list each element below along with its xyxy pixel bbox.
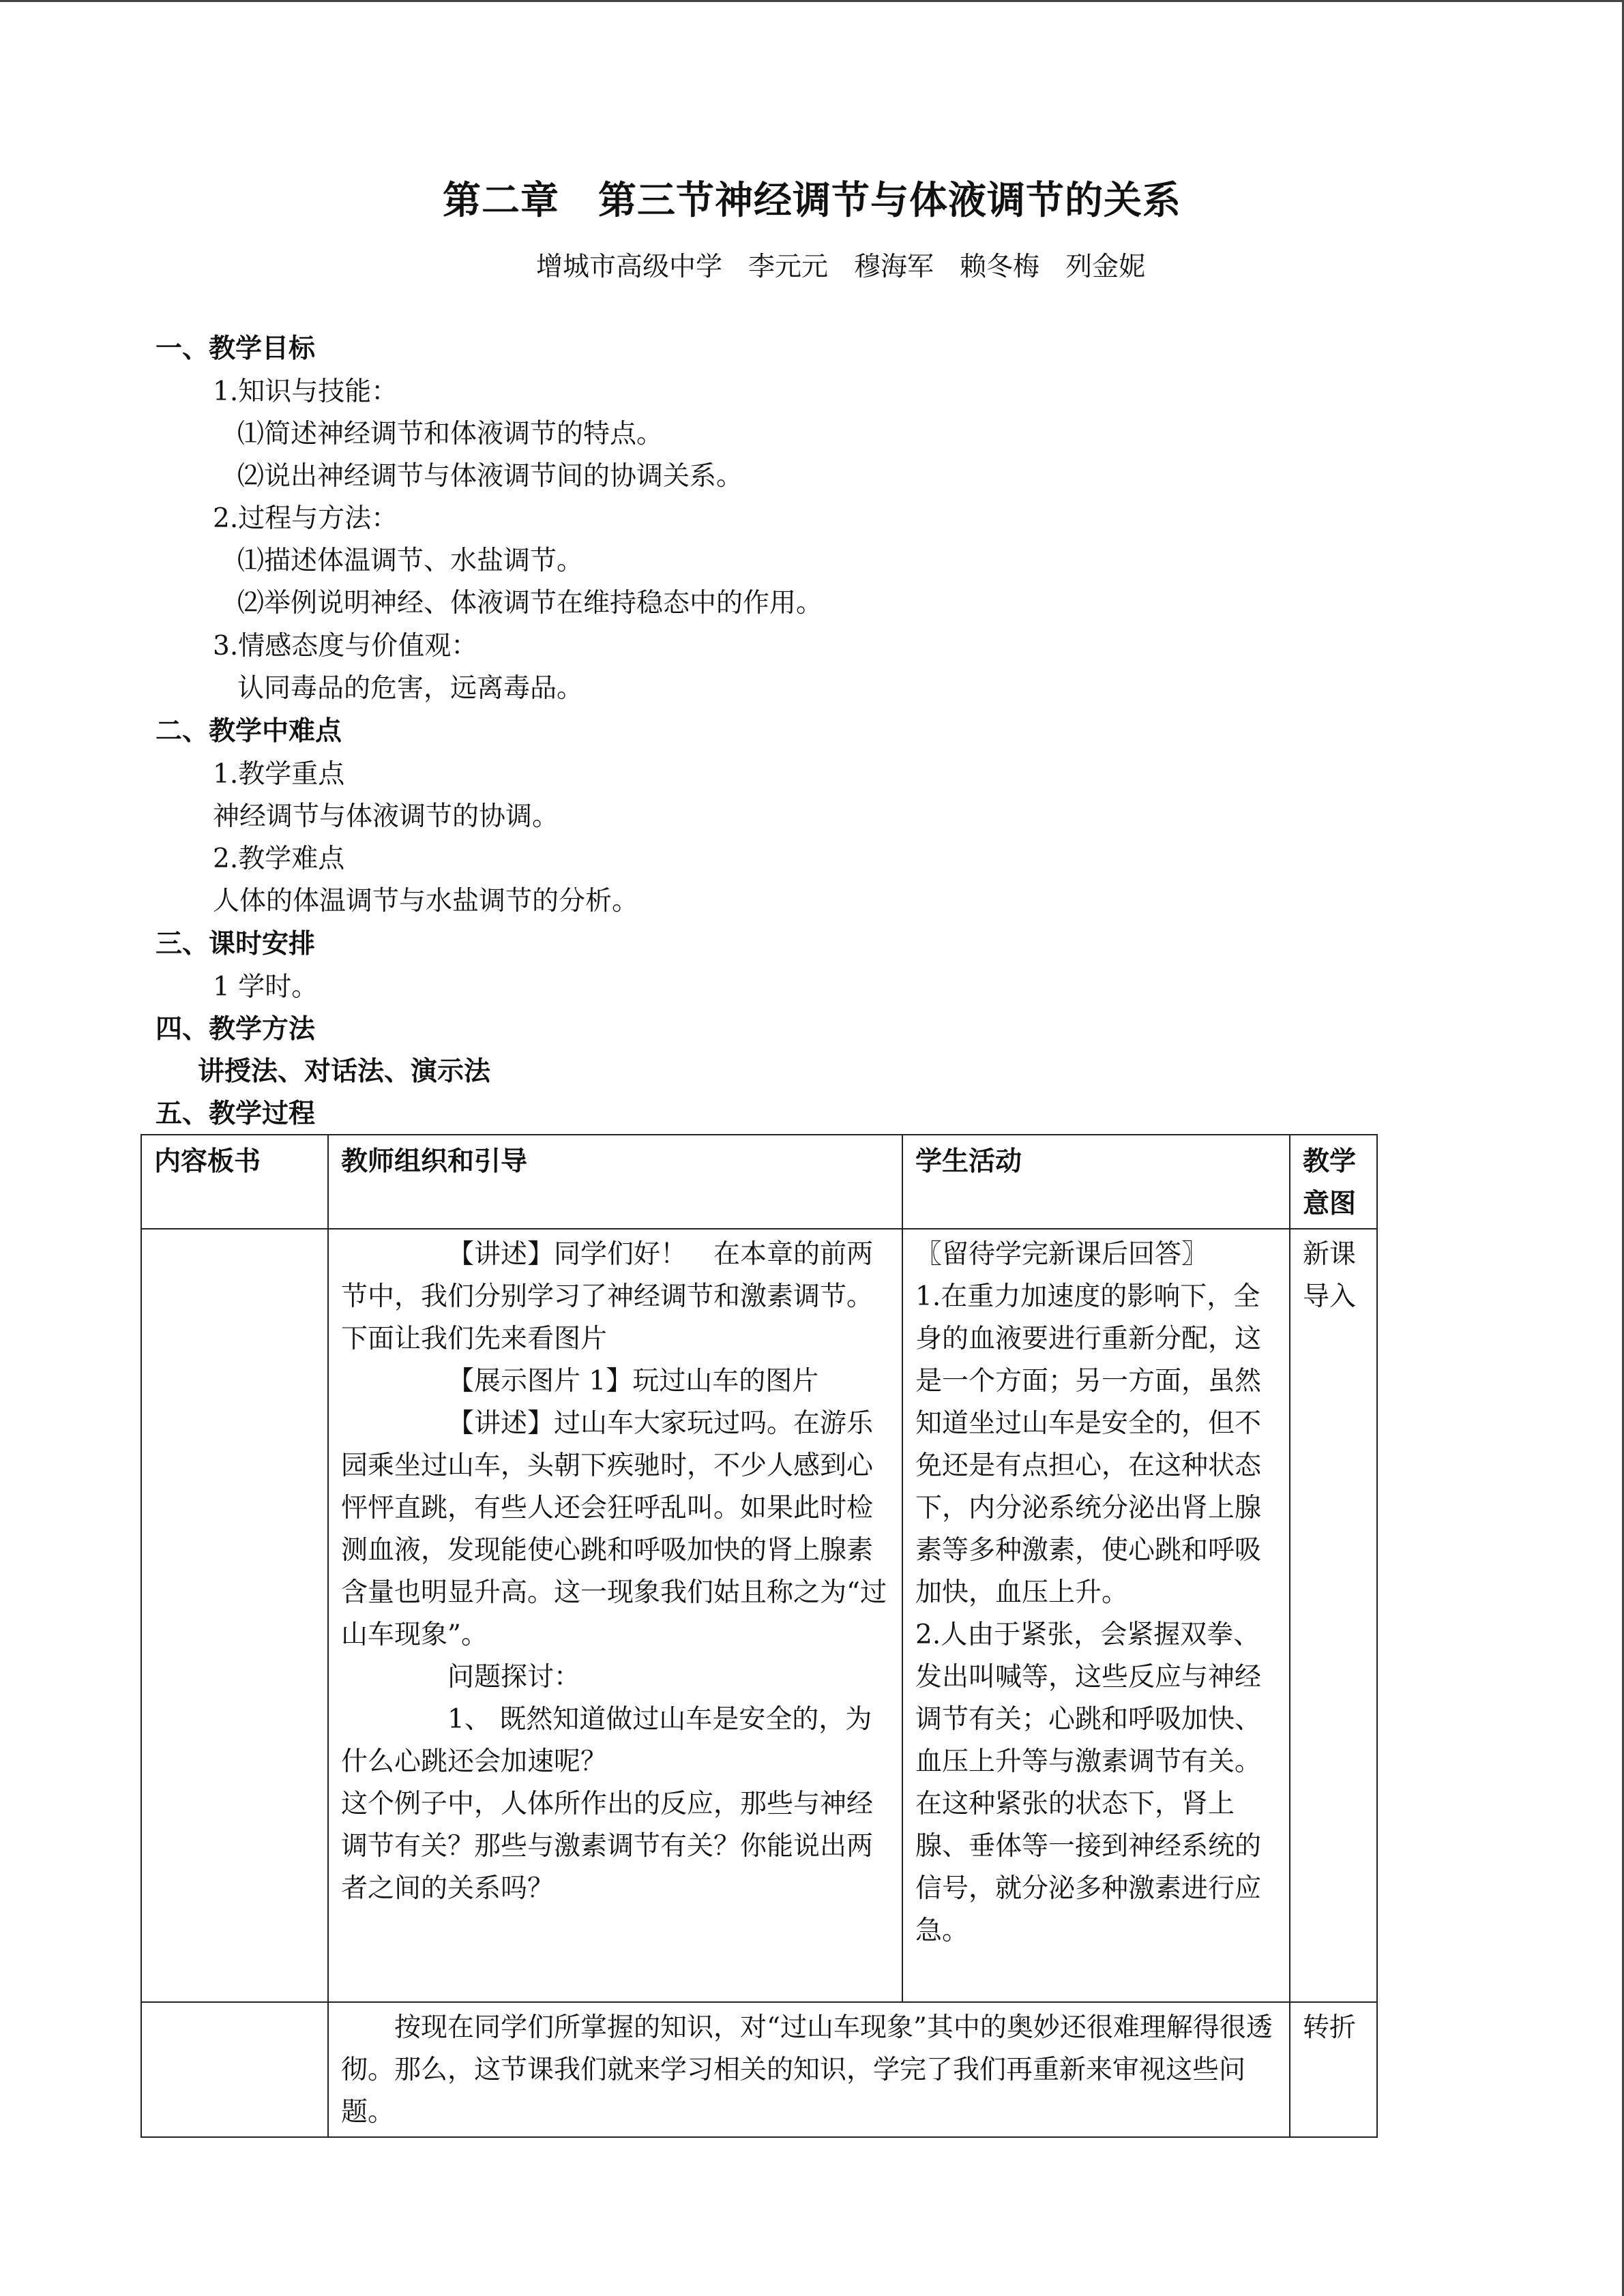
outline-item: 1.知识与技能： bbox=[213, 376, 398, 407]
teacher-paragraph: 这个例子中，人体所作出的反应，那些与神经调节有关？那些与激素调节有关？你能说出两者之间的关系吗？ bbox=[341, 1789, 874, 1904]
header-teacher: 教师组织和引导 bbox=[328, 1135, 902, 1229]
page-top-border bbox=[0, 0, 1624, 2]
header-content: 内容板书 bbox=[141, 1135, 328, 1229]
teacher-paragraph: 问题探讨： bbox=[447, 1662, 581, 1693]
header-intent: 教学意图 bbox=[1290, 1135, 1377, 1229]
outline-item: 2.过程与方法： bbox=[213, 503, 398, 534]
teacher-paragraph: 【讲述】过山车大家玩过吗。在游乐园乘坐过山车，头朝下疾驰时，不少人感到心怦怦直跳，有些人还会狂呼乱叫。如果此时检测血液，发现能使心跳和呼吸加快的肾上腺素含量也明显升高。这一现象我们姑且称之为“过山车现象”。 bbox=[341, 1408, 887, 1650]
student-paragraph: 2.人由于紧张，会紧握双拳、发出叫喊等，这些反应与神经调节有关；心跳和呼吸加快、血压上升等与激素调节有关。在这种紧张的状态下，肾上腺、垂体等一接到神经系统的信号，就分泌多种激素进行应急。 bbox=[915, 1620, 1262, 1946]
intent-cell: 转折 bbox=[1290, 2002, 1377, 2137]
section-heading: 四、教学方法 bbox=[156, 1014, 316, 1045]
section-heading: 三、课时安排 bbox=[156, 929, 316, 959]
author-name: 赖冬梅 bbox=[960, 252, 1040, 282]
content-cell bbox=[141, 2002, 328, 2137]
outline-item: ⑵说出神经调节与体液调节间的协调关系。 bbox=[237, 461, 743, 492]
content-cell bbox=[141, 1229, 328, 2002]
outline-item: 人体的体温调节与水盐调节的分析。 bbox=[213, 886, 639, 916]
outline-item: 2.教学难点 bbox=[213, 844, 345, 874]
teacher-student-merged-cell bbox=[328, 2002, 1290, 2137]
teaching-process-table bbox=[141, 1134, 1378, 2138]
student-cell bbox=[902, 1229, 1290, 2002]
author-name: 列金妮 bbox=[1065, 252, 1146, 282]
author-name: 穆海军 bbox=[854, 252, 934, 282]
table-header-row bbox=[141, 1135, 1377, 1229]
school-name: 增城市高级中学 bbox=[536, 252, 723, 282]
outline-item: 1.教学重点 bbox=[213, 759, 345, 790]
table-row bbox=[141, 1229, 1377, 2002]
outline-item: 讲授法、对话法、演示法 bbox=[198, 1056, 491, 1087]
author-name: 李元元 bbox=[748, 252, 829, 282]
outline-item: ⑵举例说明神经、体液调节在维持稳态中的作用。 bbox=[237, 588, 823, 618]
intent-cell: 新课导入 bbox=[1290, 1229, 1377, 2002]
table-row bbox=[141, 2002, 1377, 2137]
teacher-cell bbox=[328, 1229, 902, 2002]
outline-item: ⑴简述神经调节和体液调节的特点。 bbox=[237, 419, 664, 449]
section-heading: 五、教学过程 bbox=[156, 1099, 316, 1129]
outline-item: 1 学时。 bbox=[213, 972, 319, 1002]
section-heading: 二、教学中难点 bbox=[156, 716, 342, 747]
document-title: 第二章 第三节神经调节与体液调节的关系 bbox=[443, 179, 1181, 223]
student-paragraph: 〖留待学完新课后回答〗 bbox=[915, 1239, 1209, 1270]
header-student: 学生活动 bbox=[902, 1135, 1290, 1229]
outline-item: ⑴描述体温调节、水盐调节。 bbox=[237, 546, 584, 576]
author-line bbox=[536, 245, 1171, 284]
section-heading: 一、教学目标 bbox=[156, 333, 316, 364]
outline-item: 3.情感态度与价值观： bbox=[213, 631, 478, 661]
transition-paragraph: 按现在同学们所掌握的知识，对“过山车现象”其中的奥妙还很难理解得很透彻。那么，这节课我们就来学习相关的知识，学完了我们再重新来审视这些问题。 bbox=[341, 2012, 1273, 2128]
teacher-paragraph: 【讲述】同学们好！ 在本章的前两节中，我们分别学习了神经调节和激素调节。下面让我们先来看图片 bbox=[341, 1239, 874, 1354]
teacher-paragraph: 1、 既然知道做过山车是安全的，为什么心跳还会加速呢？ bbox=[341, 1704, 872, 1777]
teacher-paragraph: 【展示图片 1】玩过山车的图片 bbox=[447, 1366, 819, 1397]
outline-item: 认同毒品的危害，远离毒品。 bbox=[237, 673, 584, 704]
student-paragraph: 1.在重力加速度的影响下，全身的血液要进行重新分配，这是一个方面；另一方面，虽然知道坐过山车是安全的，但不免还是有点担心，在这种状态下，内分泌系统分泌出肾上腺素等多种激素，使心跳和呼吸加快，血压上升。 bbox=[915, 1281, 1262, 1608]
outline-item: 神经调节与体液调节的协调。 bbox=[213, 801, 559, 832]
